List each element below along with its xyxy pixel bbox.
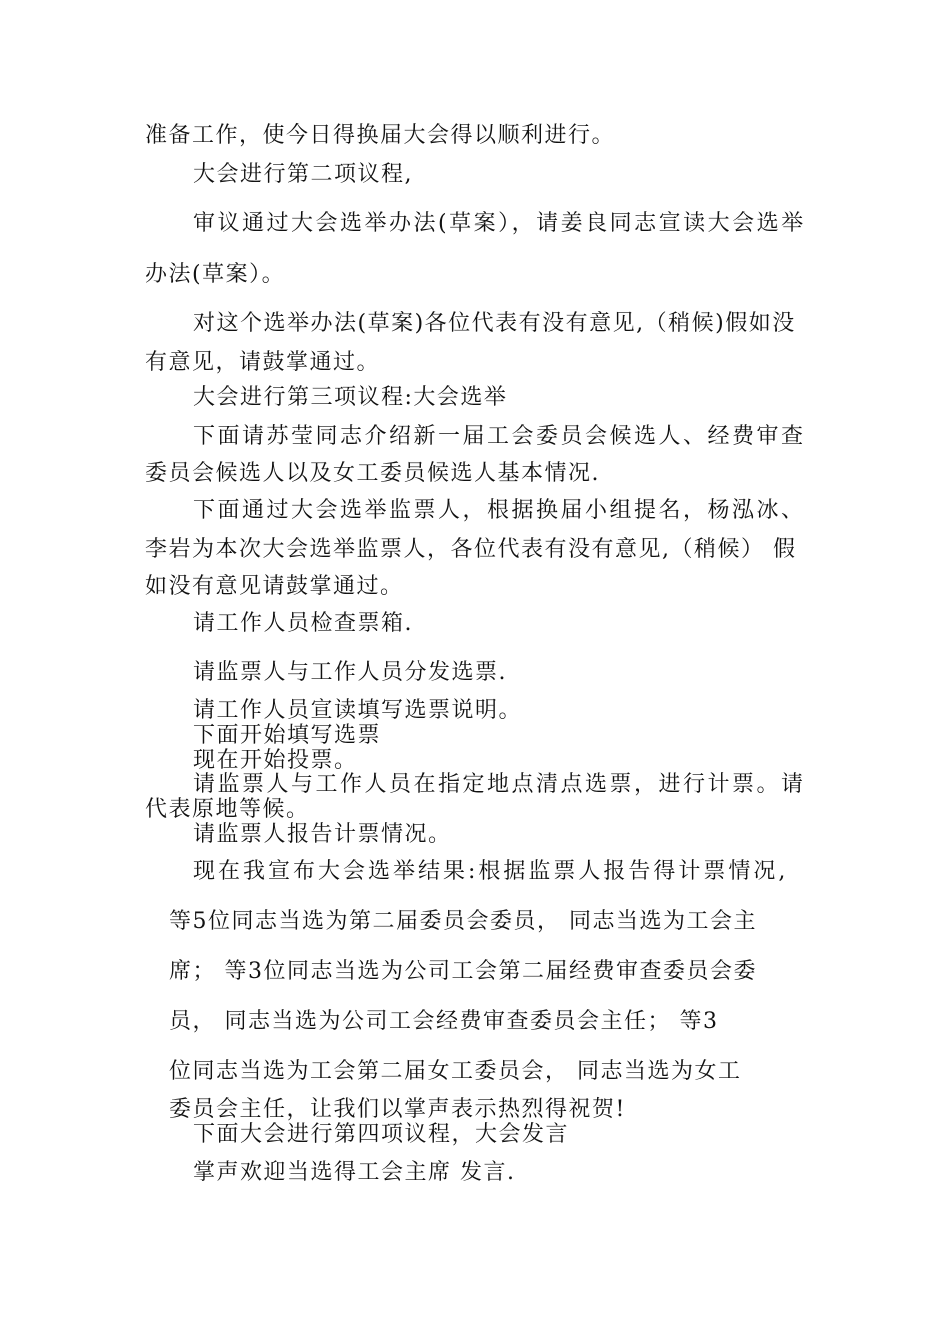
text-line: 下面请苏莹同志介绍新一届工会委员会候选人、经费审查 xyxy=(193,424,806,449)
text-line: 请监票人报告计票情况。 xyxy=(193,822,452,847)
text-line: 请监票人与工作人员在指定地点清点选票，进行计票。请 xyxy=(193,772,806,797)
text-line: 委员会候选人以及女工委员候选人基本情况. xyxy=(145,461,600,486)
text-line: 等5位同志当选为第二届委员会委员， 同志当选为工会主 xyxy=(169,909,757,934)
text-line: 大会进行第三项议程:大会选举 xyxy=(193,385,508,410)
text-line: 如没有意见请鼓掌通过。 xyxy=(145,574,404,599)
text-line: 请工作人员检查票箱. xyxy=(193,611,413,636)
text-line: 代表原地等候。 xyxy=(145,797,310,822)
text-line: 对这个选举办法(草案)各位代表有没有意见,（稍候)假如没 xyxy=(193,311,796,336)
text-line: 委员会主任，让我们以掌声表示热烈得祝贺! xyxy=(169,1097,626,1122)
text-line: 请工作人员宣读填写选票说明。 xyxy=(193,698,523,723)
text-line: 员， 同志当选为公司工会经费审查委员会主任； 等3 xyxy=(169,1009,719,1034)
text-line: 准备工作，使今日得换届大会得以顺利进行。 xyxy=(145,123,616,148)
text-line: 掌声欢迎当选得工会主席 发言. xyxy=(193,1160,516,1185)
text-line: 大会进行第二项议程, xyxy=(193,162,413,187)
text-line: 下面通过大会选举监票人，根据换届小组提名，杨泓冰、 xyxy=(193,498,806,523)
text-line: 现在开始投票。 xyxy=(193,748,358,773)
text-line: 现在我宣布大会选举结果:根据监票人报告得计票情况, xyxy=(193,859,789,884)
text-line: 有意见，请鼓掌通过。 xyxy=(145,350,381,375)
text-line: 位同志当选为工会第二届女工委员会， 同志当选为女工 xyxy=(169,1059,742,1084)
text-line: 办法(草案）。 xyxy=(145,262,286,287)
text-line: 席； 等3位同志当选为公司工会第二届经费审查委员会委 xyxy=(169,959,757,984)
text-line: 请监票人与工作人员分发选票. xyxy=(193,660,507,685)
text-line: 审议通过大会选举办法(草案），请姜良同志宣读大会选举 xyxy=(193,211,806,236)
text-line: 下面大会进行第四项议程，大会发言 xyxy=(193,1122,570,1147)
text-line: 下面开始填写选票 xyxy=(193,723,382,748)
text-line: 李岩为本次大会选举监票人，各位代表有没有意见,（稍候） 假 xyxy=(145,537,797,562)
